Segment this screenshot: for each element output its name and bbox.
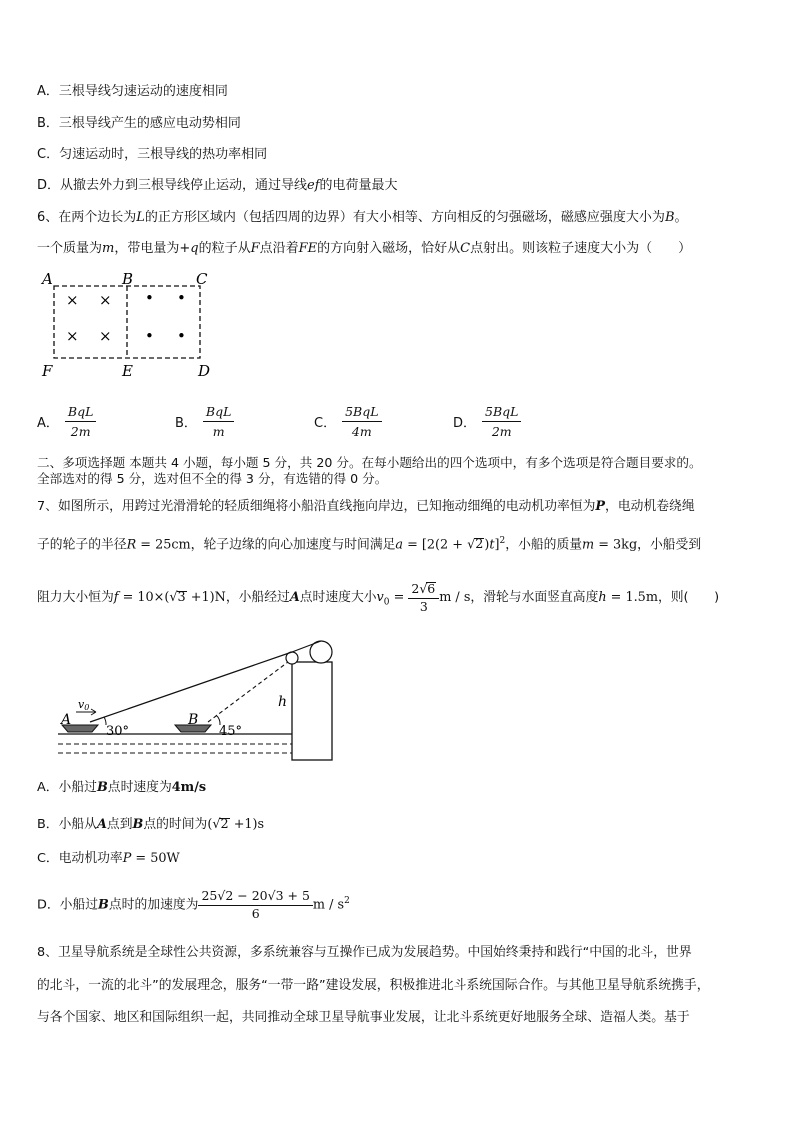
fig-label-h: h bbox=[278, 694, 288, 710]
q8-stem-line2: 的北斗，一流的北斗”的发展理念，服务“一带一路”建设发展，积极推进北斗系统国际合作。与其他卫星导航系统携手， bbox=[37, 978, 710, 993]
q5-option-b: B．三根导线产生的感应电动势相同 bbox=[37, 116, 241, 131]
q6-stem-line1: 6、在两个边长为L的正方形区域内（包括四周的边界）有大小相等、方向相反的匀强磁场，磁感应强度大小为B。 bbox=[37, 210, 688, 225]
q6-stem-line2: 一个质量为m，带电量为+q的粒子从F点沿着FE的方向射入磁场，恰好从C点射出。则该粒子速度大小为（ ） bbox=[37, 241, 692, 256]
q6-option-a: A． $\frac{\text{BqL}}{2m}$ bbox=[37, 404, 96, 439]
fig-angle-30: 30° bbox=[106, 724, 130, 739]
q7-option-c: C．电动机功率P = 50W bbox=[37, 851, 180, 866]
cross-mark: × bbox=[99, 291, 112, 309]
fig-label-b: B bbox=[122, 270, 134, 288]
q7-stem-line2: 子的轮子的半径R = 25cm，轮子边缘的向心加速度与时间满足$a = [2(2 + √2)t]^2$，小船的质量m = 3kg，小船受到 bbox=[37, 536, 702, 553]
q7-stem-line1: 7、如图所示，用跨过光滑滑轮的轻质细绳将小船沿直线拖向岸边，已知拖动细绳的电动机功率恒为P，电动机卷绕绳 bbox=[37, 499, 695, 514]
q6-option-b: B． $\frac{\text{BqL}}{m}$ bbox=[175, 404, 234, 439]
fig-label-b: B bbox=[188, 712, 199, 728]
q5-option-c: C．匀速运动时，三根导线的热功率相同 bbox=[37, 147, 268, 162]
q6-magnetic-field-figure bbox=[38, 268, 228, 380]
dot-mark: • bbox=[177, 327, 186, 345]
fig-label-f: F bbox=[42, 362, 53, 380]
q7-option-d: D．小船过B点时的加速度为 $\frac{25√2 - 20√3 + 5}{6}$ m / $s^2$ bbox=[37, 888, 350, 921]
dot-mark: • bbox=[145, 327, 154, 345]
q7-boat-pulley-figure bbox=[50, 634, 350, 764]
fig-label-e: E bbox=[122, 362, 133, 380]
q7-stem-line3: 阻力大小恒为f = 10×(√3 +1)N，小船经过A点时速度大小$v_0$ = $\frac{2√6}{3}$ m / s，滑轮与水面竖直高度h = 1.5m，则( ) bbox=[37, 581, 720, 614]
fig-label-a: A bbox=[61, 712, 72, 728]
fig-label-a: A bbox=[42, 270, 53, 288]
q7-option-b: B．小船从A点到B点的时间为(√2 +1)s bbox=[37, 817, 265, 832]
q7-option-a: A．小船过B点时速度为4m/s bbox=[37, 780, 207, 795]
dot-mark: • bbox=[145, 289, 154, 307]
fig-label-v0: v0 bbox=[78, 698, 90, 712]
section2-heading-line2: 全部选对的得 5 分，选对但不全的得 3 分，有选错的得 0 分。 bbox=[37, 471, 388, 486]
cross-mark: × bbox=[66, 327, 79, 345]
fig-label-c: C bbox=[196, 270, 208, 288]
fig-label-d: D bbox=[198, 362, 211, 380]
q8-stem-line1: 8、卫星导航系统是全球性公共资源，多系统兼容与互操作已成为发展趋势。中国始终秉持和践行“中国的北斗，世界 bbox=[37, 945, 692, 960]
q5-option-d: D．从撤去外力到三根导线停止运动，通过导线ef的电荷量最大 bbox=[37, 178, 398, 193]
q5-option-a: A．三根导线匀速运动的速度相同 bbox=[37, 84, 228, 99]
section2-heading-line1: 二、多项选择题 本题共 4 小题，每小题 5 分，共 20 分。在每小题给出的四个选项中，有多个选项是符合题目要求的。 bbox=[37, 455, 702, 470]
fig-angle-45: 45° bbox=[219, 724, 243, 739]
q8-stem-line3: 与各个国家、地区和国际组织一起，共同推动全球卫星导航事业发展，让北斗系统更好地服务全球、造福人类。基于 bbox=[37, 1010, 690, 1025]
cross-mark: × bbox=[99, 327, 112, 345]
q6-option-d: D． $\frac{\text{5BqL}}{2m}$ bbox=[453, 404, 521, 439]
dot-mark: • bbox=[177, 289, 186, 307]
cross-mark: × bbox=[66, 291, 79, 309]
q6-option-c: C． $\frac{\text{5BqL}}{4m}$ bbox=[314, 404, 382, 439]
